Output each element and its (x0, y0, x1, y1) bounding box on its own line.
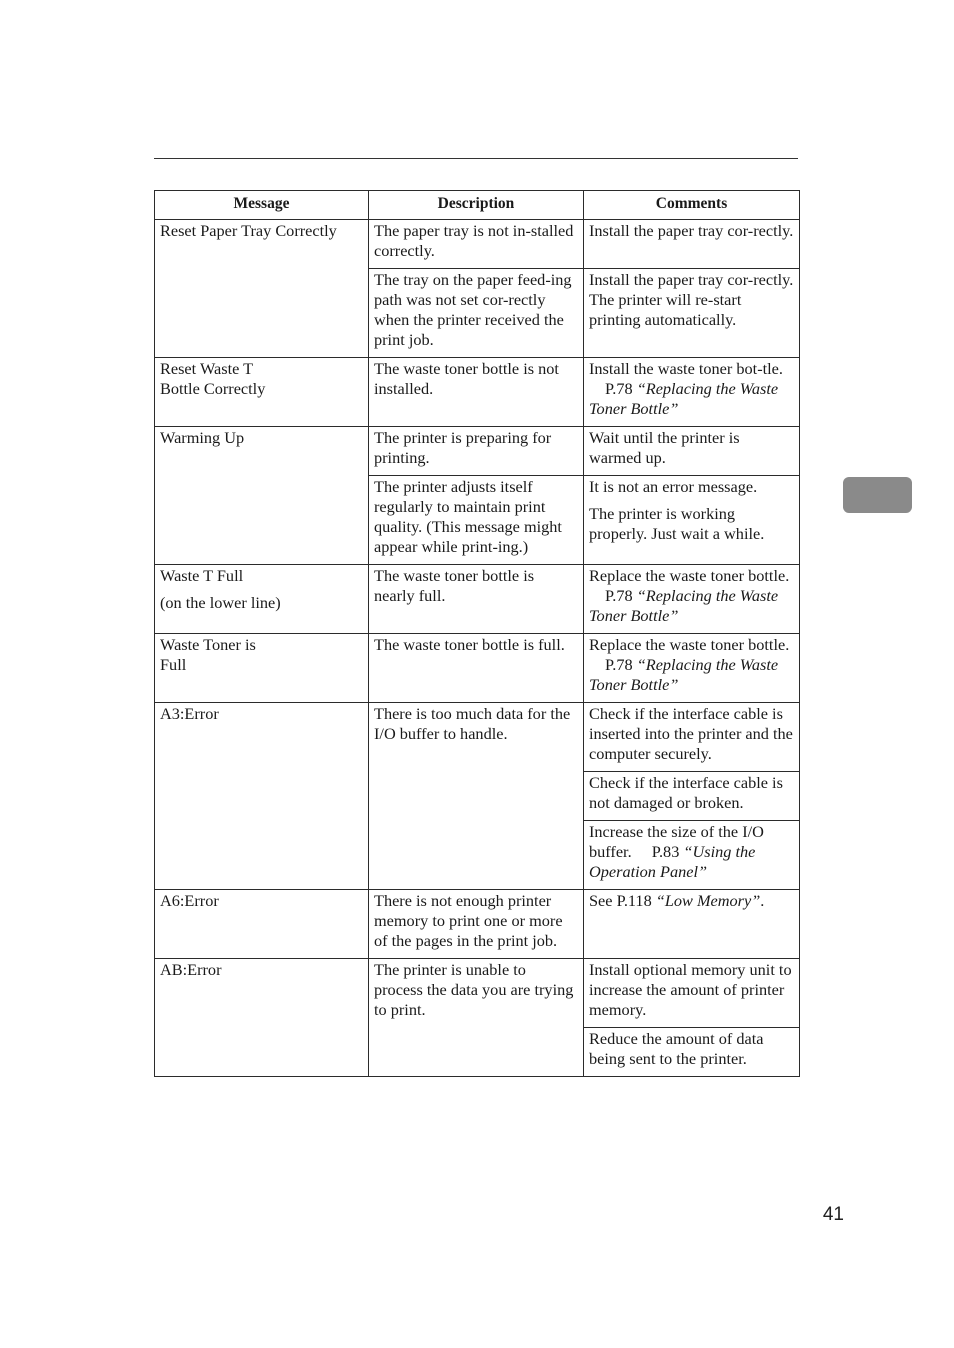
comments-cell (584, 565, 800, 634)
comments-cell (584, 358, 800, 427)
description-cell: The printer adjusts itself regularly to maintain print quality. (This message might appear while print-ing.) (369, 476, 584, 565)
header-rule (154, 158, 798, 159)
description-cell: The printer is unable to process the data you are trying to print. (369, 959, 584, 1077)
comments-cell (584, 634, 800, 703)
message-cell: Reset Paper Tray Correctly (155, 220, 369, 358)
table-row (155, 565, 800, 634)
comment-text: Replace the waste toner bottle. (589, 566, 790, 585)
comment-paragraph: The printer is working properly. Just wait a while. (589, 504, 765, 543)
message-line: Waste T Full (160, 566, 244, 585)
comment-text: Install the waste toner bot-tle. (589, 359, 783, 378)
description-cell: There is too much data for the I/O buffer to handle. (369, 703, 584, 890)
description-cell: The paper tray is not in-stalled correctly. (369, 220, 584, 269)
comments-cell (584, 890, 800, 959)
description-cell: The printer is preparing for printing. (369, 427, 584, 476)
description-cell: The tray on the paper feed-ing path was not set cor-rectly when the printer received the print job. (369, 269, 584, 358)
message-cell: Warming Up (155, 427, 369, 565)
comments-cell: Check if the interface cable is inserted into the printer and the computer securely. (584, 703, 800, 772)
reference-title-link[interactable]: “Using the Operation Panel” (589, 842, 756, 881)
reference-page-link[interactable]: P.83 (651, 842, 680, 861)
comment-paragraph: It is not an error message. (589, 477, 758, 496)
table-header-row (155, 191, 800, 220)
message-cell (155, 565, 369, 634)
comments-cell: Check if the interface cable is not damaged or broken. (584, 772, 800, 821)
table-row (155, 890, 800, 959)
comments-cell: Install the paper tray cor-rectly. The printer will re-start printing automatically. (584, 269, 800, 358)
message-note: (on the lower line) (160, 593, 281, 612)
reference-page-link[interactable]: P.78 (605, 379, 633, 398)
reference-title-link[interactable]: “Replacing the Waste Toner Bottle” (589, 586, 779, 625)
table-row (155, 634, 800, 703)
table-row (155, 427, 800, 476)
message-cell: Waste Toner is Full (155, 634, 369, 703)
description-cell: The waste toner bottle is nearly full. (369, 565, 584, 634)
description-cell: The waste toner bottle is full. (369, 634, 584, 703)
header-description: Description (369, 191, 584, 220)
comment-text: See P.118 (589, 891, 652, 910)
comments-cell: Install the paper tray cor-rectly. (584, 220, 800, 269)
table-row (155, 220, 800, 269)
reference-title-link[interactable]: “Replacing the Waste Toner Bottle” (589, 379, 779, 418)
message-cell (155, 358, 369, 427)
description-cell: The waste toner bottle is not installed. (369, 358, 584, 427)
header-message: Message (155, 191, 369, 220)
description-cell: There is not enough printer memory to print one or more of the pages in the print job. (369, 890, 584, 959)
reference-title-link[interactable]: “Replacing the Waste Toner Bottle” (589, 655, 779, 694)
page-number: 41 (822, 1204, 844, 1225)
table-row (155, 703, 800, 772)
comment-text: Replace the waste toner bottle. (589, 635, 790, 654)
table-row (155, 959, 800, 1028)
comments-cell: Wait until the printer is warmed up. (584, 427, 800, 476)
comments-cell (584, 821, 800, 890)
error-message-table (154, 190, 800, 1077)
message-line: Reset Waste T (160, 359, 254, 378)
comment-text: Increase the size of the I/O buffer. (589, 822, 764, 861)
comments-cell: Reduce the amount of data being sent to the printer. (584, 1028, 800, 1077)
message-cell: AB:Error (155, 959, 369, 1077)
chapter-tab (843, 477, 912, 513)
reference-title-link[interactable]: “Low Memory” (655, 891, 761, 910)
message-cell: A6:Error (155, 890, 369, 959)
reference-page-link[interactable]: P.78 (605, 586, 633, 605)
comments-cell: Install optional memory unit to increase the amount of printer memory. (584, 959, 800, 1028)
message-line: Bottle Correctly (160, 379, 266, 398)
table-row (155, 358, 800, 427)
comment-end: . (760, 891, 765, 910)
comments-cell (584, 476, 800, 565)
reference-page-link[interactable]: P.78 (605, 655, 633, 674)
header-comments: Comments (584, 191, 800, 220)
message-cell: A3:Error (155, 703, 369, 890)
